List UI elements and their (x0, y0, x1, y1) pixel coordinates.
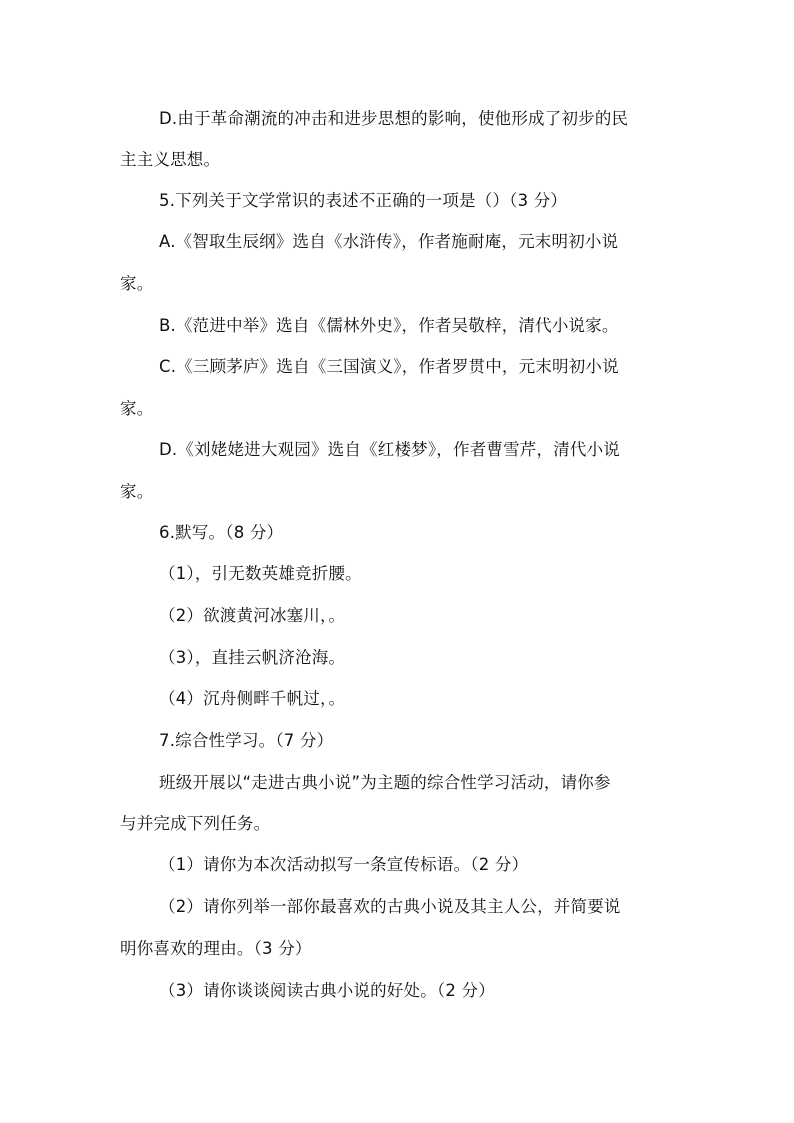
dictation-item-1: （1），引无数英雄竞折腰。 (159, 564, 362, 583)
question-7-title: 7.综合性学习。（7 分） (159, 731, 334, 750)
option-d-q4-line2: 主主义思想。 (120, 150, 221, 169)
task-1: （1）请你为本次活动拟写一条宣传标语。（2 分） (159, 855, 529, 874)
option-a-line1: A.《智取生辰纲》选自《水浒传》，作者施耐庵，元末明初小说 (159, 232, 619, 251)
task-3: （3）请你谈谈阅读古典小说的好处。（2 分） (159, 981, 495, 1000)
option-d-q4-line1: D.由于革命潮流的冲击和进步思想的影响，使他形成了初步的民 (159, 109, 629, 128)
option-d-line2: 家。 (120, 482, 154, 501)
question-6-title: 6.默写。（8 分） (159, 523, 284, 542)
option-a-line2: 家。 (120, 274, 154, 293)
dictation-item-4: （4）沉舟侧畔千帆过，。 (159, 689, 346, 708)
question-7-intro-line2: 与并完成下列任务。 (120, 814, 271, 833)
option-b: B.《范进中举》选自《儒林外史》，作者吴敬梓，清代小说家。 (159, 316, 619, 335)
task-2-line2: 明你喜欢的理由。（3 分） (120, 939, 312, 958)
option-d-line1: D.《刘姥姥进大观园》选自《红楼梦》，作者曹雪芹，清代小说 (159, 440, 621, 459)
dictation-item-3: （3），直挂云帆济沧海。 (159, 648, 346, 667)
question-5-title: 5.下列关于文学常识的表述不正确的一项是（）（3 分） (159, 191, 568, 210)
option-c-line1: C.《三顾茅庐》选自《三国演义》，作者罗贯中，元末明初小说 (159, 357, 619, 376)
task-2-line1: （2）请你列举一部你最喜欢的古典小说及其主人公，并简要说 (159, 897, 621, 916)
option-c-line2: 家。 (120, 399, 154, 418)
question-7-intro-line1: 班级开展以“走进古典小说”为主题的综合性学习活动，请你参 (159, 773, 611, 792)
dictation-item-2: （2）欲渡黄河冰塞川，。 (159, 606, 346, 625)
